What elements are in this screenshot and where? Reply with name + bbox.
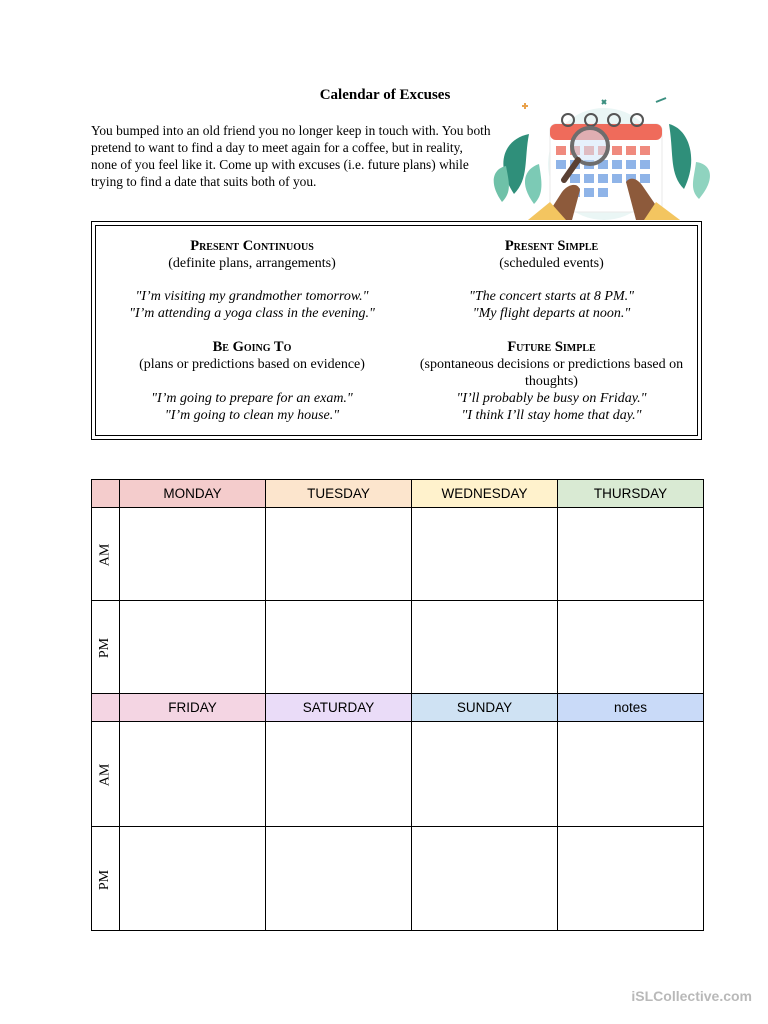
cell-saturday-am[interactable]: [266, 722, 412, 827]
be-going-to-heading: Be Going To: [212, 339, 292, 355]
pm-label: PM: [97, 637, 113, 659]
present-continuous-example-1: "I’m visiting my grandmother tomorrow.": [135, 289, 369, 304]
footer-watermark: iSLCollective.com: [631, 988, 752, 1004]
present-continuous-sub: (definite plans, arrangements): [168, 256, 336, 271]
cell-sunday-pm[interactable]: [412, 827, 558, 931]
pm-label-cell-2: [92, 827, 120, 931]
present-simple-heading: Present Simple: [504, 238, 599, 254]
future-simple-sub: (spontaneous decisions or predictions based on thoughts): [419, 357, 684, 389]
cell-monday-am[interactable]: [120, 508, 266, 601]
grammar-box: [91, 221, 702, 440]
present-simple-block: [404, 238, 699, 322]
cell-friday-am[interactable]: [120, 722, 266, 827]
weekly-calendar-table: [91, 479, 704, 931]
cell-tuesday-am[interactable]: [266, 508, 412, 601]
cell-saturday-pm[interactable]: [266, 827, 412, 931]
be-going-to-example-1: "I’m going to prepare for an exam.": [151, 391, 353, 406]
cell-notes-pm[interactable]: [558, 827, 704, 931]
day-header-sunday: SUNDAY: [412, 694, 558, 722]
future-simple-heading: Future Simple: [507, 339, 596, 355]
cell-wednesday-am[interactable]: [412, 508, 558, 601]
cell-thursday-pm[interactable]: [558, 601, 704, 694]
future-simple-example-2: "I think I’ll stay home that day.": [461, 408, 642, 423]
pm-label-cell: [92, 601, 120, 694]
be-going-to-sub: (plans or predictions based on evidence): [139, 357, 365, 372]
future-simple-example-1: "I’ll probably be busy on Friday.": [456, 391, 647, 406]
intro-paragraph: You bumped into an old friend you no longer keep in touch with. You both pretend to want to find a day to meet again for a coffee, but in reality, none of you feel like it. Come up with excuses (i.e. future plans) while trying to find a date that suits both of you.: [91, 123, 491, 189]
notes-header: notes: [558, 694, 704, 722]
present-continuous-block: [102, 238, 402, 322]
page-title: Calendar of Excuses: [319, 87, 451, 103]
cell-sunday-am[interactable]: [412, 722, 558, 827]
day-header-monday: MONDAY: [120, 480, 266, 508]
day-header-saturday: SATURDAY: [266, 694, 412, 722]
be-going-to-block: [102, 339, 402, 424]
am-label-cell-2: [92, 722, 120, 827]
pm-label-2: PM: [97, 869, 113, 890]
be-going-to-example-2: "I’m going to clean my house.": [164, 408, 340, 423]
cell-thursday-am[interactable]: [558, 508, 704, 601]
calendar-magnifier-illustration: [484, 84, 720, 220]
day-header-friday: FRIDAY: [120, 694, 266, 722]
present-simple-example-2: "My flight departs at noon.": [472, 306, 631, 321]
future-simple-block: [404, 339, 699, 424]
day-header-wednesday: WEDNESDAY: [412, 480, 558, 508]
cell-tuesday-pm[interactable]: [266, 601, 412, 694]
cell-wednesday-pm[interactable]: [412, 601, 558, 694]
present-continuous-heading: Present Continuous: [190, 238, 314, 254]
day-header-tuesday: TUESDAY: [266, 480, 412, 508]
am-label: AM: [97, 543, 113, 567]
am-label-cell: [92, 508, 120, 601]
day-header-thursday: THURSDAY: [558, 480, 704, 508]
header-corner-cell-2: [92, 694, 120, 722]
cell-friday-pm[interactable]: [120, 827, 266, 931]
present-continuous-example-2: "I’m attending a yoga class in the evening.": [129, 306, 375, 321]
cell-notes-am[interactable]: [558, 722, 704, 827]
am-label-2: AM: [97, 763, 113, 787]
present-simple-sub: (scheduled events): [499, 256, 604, 271]
header-corner-cell: [92, 480, 120, 508]
present-simple-example-1: "The concert starts at 8 PM.": [469, 289, 634, 304]
cell-monday-pm[interactable]: [120, 601, 266, 694]
